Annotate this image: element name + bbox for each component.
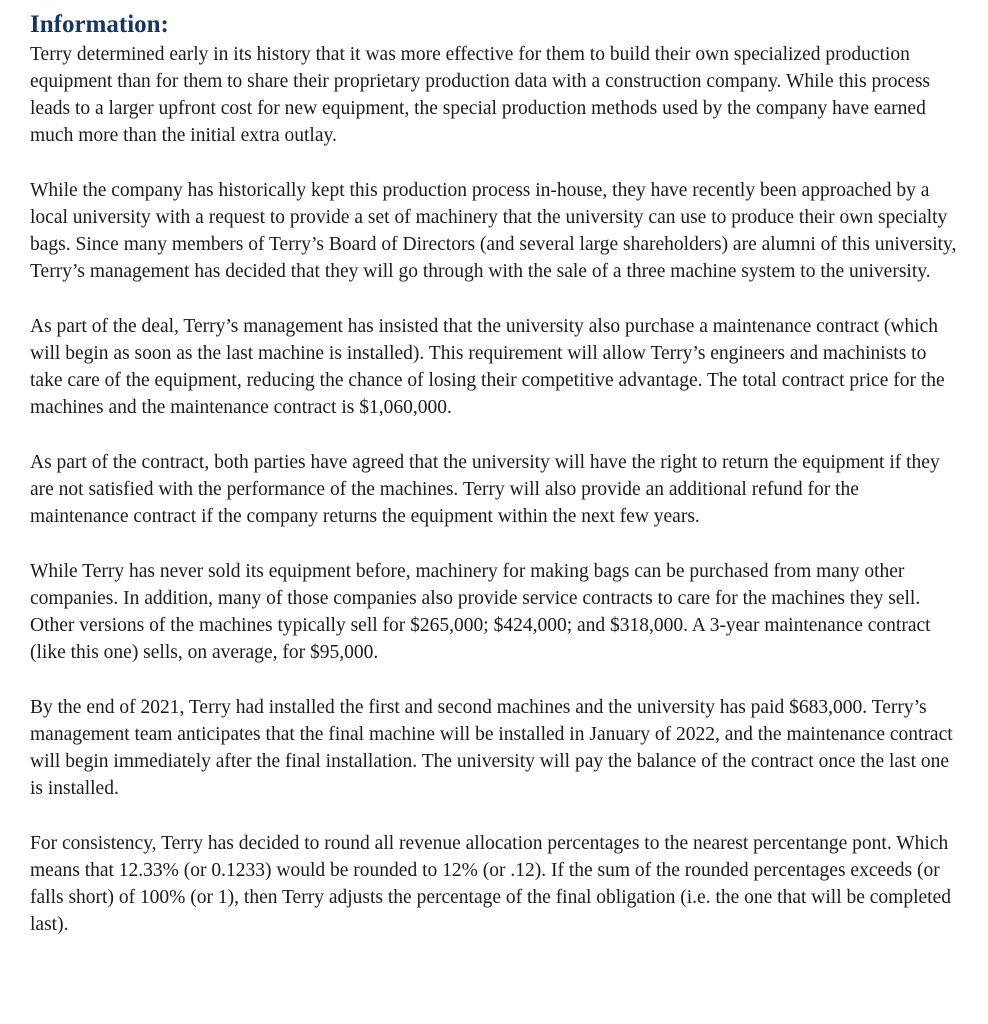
paragraph-university-request: While the company has historically kept this production process in-house, they have recently been approached by a local university with a request to provide a set of machinery that the university can use to produce their own specialty bags. Since many members of Terry’s Board of Directors (and several large shareholders) are alumni of this university, Terry’s management has decided that they will go through with the sale of a three machine system to the university. (30, 180, 957, 282)
paragraph-rounding-policy: For consistency, Terry has decided to round all revenue allocation percentages to the nearest percentange pont. Which means that 12.33% (or 0.1233) would be rounded to 12% (or .12). If the sum of the rounded percentages exceeds (or falls short) of 100% (or 1), then Terry adjusts the percentage of the final obligation (i.e. the one that will be completed last). (30, 833, 951, 935)
paragraph-maintenance-contract: As part of the deal, Terry’s management has insisted that the university also purchase a maintenance contract (which will begin as soon as the last machine is installed). This requirement will allow Terry’s engineers and machinists to take care of the equipment, reducing the chance of losing their competitive advantage. The total contract price for the machines and the maintenance contract is $1,060,000. (30, 316, 945, 418)
paragraph-history: Terry determined early in its history that it was more effective for them to build their own specialized production equipment than for them to share their proprietary production data with a construction company. While this process leads to a larger upfront cost for new equipment, the special production methods used by the company have earned much more than the initial extra outlay. (30, 44, 930, 146)
paragraph-market-prices: While Terry has never sold its equipment before, machinery for making bags can be purchased from many other companies. In addition, many of those companies also provide service contracts to care for the machines they sell. Other versions of the machines typically sell for $265,000; $424,000; and $318,000. A 3-year maintenance contract (like this one) sells, on average, for $95,000. (30, 561, 931, 663)
paragraph-installation-status: By the end of 2021, Terry had installed the first and second machines and the university has paid $683,000. Terry’s management team anticipates that the final machine will be installed in January of 2022, and the maintenance contract will begin immediately after the final installation. The university will pay the balance of the contract once the last one is installed. (30, 697, 953, 799)
paragraph-return-rights: As part of the contract, both parties have agreed that the university will have the right to return the equipment if they are not satisfied with the performance of the machines. Terry will also provide an additional refund for the maintenance contract if the company returns the equipment within the next few years. (30, 452, 940, 527)
section-heading: Information: (30, 11, 169, 38)
